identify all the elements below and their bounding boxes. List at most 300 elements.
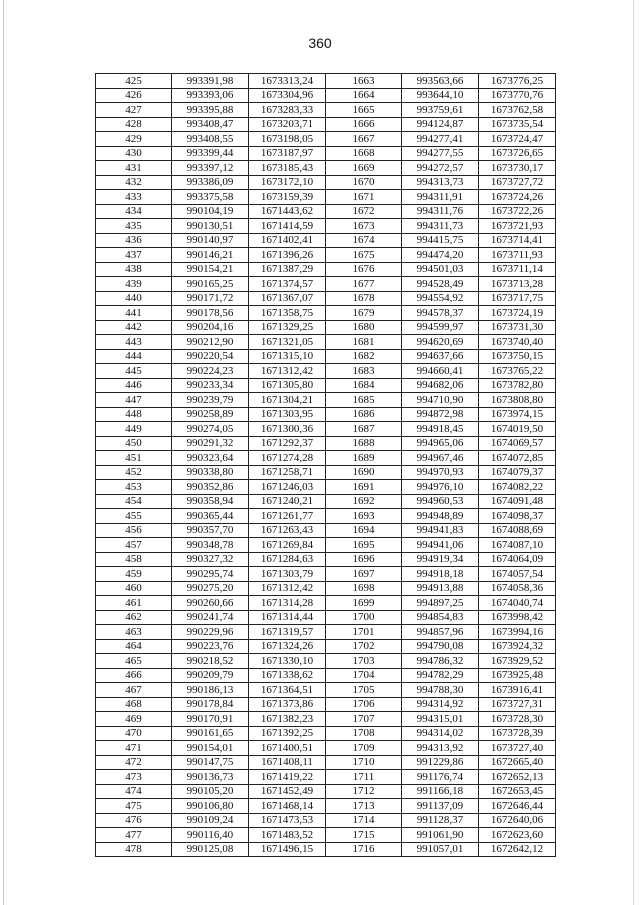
point-number-cell: 1673 [326, 219, 402, 234]
point-number-cell: 478 [96, 842, 172, 857]
point-number-cell: 467 [96, 683, 172, 698]
x-coordinate-cell: 994965,06 [402, 436, 479, 451]
x-coordinate-cell: 993375,58 [172, 190, 249, 205]
x-coordinate-cell: 990295,74 [172, 567, 249, 582]
y-coordinate-cell: 1671373,86 [249, 697, 326, 712]
point-number-cell: 446 [96, 378, 172, 393]
x-coordinate-cell: 990170,91 [172, 712, 249, 727]
y-coordinate-cell: 1671314,28 [249, 596, 326, 611]
point-number-cell: 1677 [326, 277, 402, 292]
point-number-cell: 1707 [326, 712, 402, 727]
x-coordinate-cell: 994790,08 [402, 639, 479, 654]
point-number-cell: 439 [96, 277, 172, 292]
x-coordinate-cell: 990212,90 [172, 335, 249, 350]
table-row [96, 262, 556, 277]
table-row [96, 610, 556, 625]
table-row [96, 335, 556, 350]
x-coordinate-cell: 994311,91 [402, 190, 479, 205]
point-number-cell: 1692 [326, 494, 402, 509]
x-coordinate-cell: 990223,76 [172, 639, 249, 654]
point-number-cell: 1700 [326, 610, 402, 625]
y-coordinate-cell: 1673187,97 [249, 146, 326, 161]
table-row [96, 509, 556, 524]
point-number-cell: 1664 [326, 88, 402, 103]
coordinates-table-body [96, 74, 556, 857]
y-coordinate-cell: 1674091,48 [479, 494, 556, 509]
x-coordinate-cell: 991176,74 [402, 770, 479, 785]
point-number-cell: 441 [96, 306, 172, 321]
x-coordinate-cell: 994554,92 [402, 291, 479, 306]
y-coordinate-cell: 1671246,03 [249, 480, 326, 495]
point-number-cell: 1663 [326, 74, 402, 89]
point-number-cell: 428 [96, 117, 172, 132]
table-row [96, 567, 556, 582]
y-coordinate-cell: 1673916,41 [479, 683, 556, 698]
y-coordinate-cell: 1671321,05 [249, 335, 326, 350]
table-row [96, 668, 556, 683]
table-row [96, 726, 556, 741]
point-number-cell: 1702 [326, 639, 402, 654]
point-number-cell: 460 [96, 581, 172, 596]
y-coordinate-cell: 1671305,80 [249, 378, 326, 393]
y-coordinate-cell: 1671314,44 [249, 610, 326, 625]
y-coordinate-cell: 1673770,76 [479, 88, 556, 103]
x-coordinate-cell: 991128,37 [402, 813, 479, 828]
table-row [96, 378, 556, 393]
y-coordinate-cell: 1672665,40 [479, 755, 556, 770]
y-coordinate-cell: 1671452,49 [249, 784, 326, 799]
y-coordinate-cell: 1671392,25 [249, 726, 326, 741]
point-number-cell: 1697 [326, 567, 402, 582]
point-number-cell: 425 [96, 74, 172, 89]
point-number-cell: 1665 [326, 103, 402, 118]
y-coordinate-cell: 1671419,22 [249, 770, 326, 785]
point-number-cell: 1696 [326, 552, 402, 567]
point-number-cell: 1706 [326, 697, 402, 712]
y-coordinate-cell: 1671443,62 [249, 204, 326, 219]
x-coordinate-cell: 994637,66 [402, 349, 479, 364]
point-number-cell: 1693 [326, 509, 402, 524]
point-number-cell: 438 [96, 262, 172, 277]
x-coordinate-cell: 990220,54 [172, 349, 249, 364]
point-number-cell: 1715 [326, 828, 402, 843]
x-coordinate-cell: 994315,01 [402, 712, 479, 727]
y-coordinate-cell: 1673714,41 [479, 233, 556, 248]
point-number-cell: 447 [96, 393, 172, 408]
y-coordinate-cell: 1674040,74 [479, 596, 556, 611]
point-number-cell: 453 [96, 480, 172, 495]
point-number-cell: 1701 [326, 625, 402, 640]
y-coordinate-cell: 1671303,79 [249, 567, 326, 582]
point-number-cell: 436 [96, 233, 172, 248]
y-coordinate-cell: 1674064,09 [479, 552, 556, 567]
x-coordinate-cell: 994620,69 [402, 335, 479, 350]
table-row [96, 596, 556, 611]
point-number-cell: 437 [96, 248, 172, 263]
y-coordinate-cell: 1674058,36 [479, 581, 556, 596]
point-number-cell: 432 [96, 175, 172, 190]
x-coordinate-cell: 990229,96 [172, 625, 249, 640]
table-row [96, 683, 556, 698]
y-coordinate-cell: 1673304,96 [249, 88, 326, 103]
table-row [96, 161, 556, 176]
y-coordinate-cell: 1671284,63 [249, 552, 326, 567]
y-coordinate-cell: 1671292,37 [249, 436, 326, 451]
point-number-cell: 476 [96, 813, 172, 828]
table-row [96, 103, 556, 118]
y-coordinate-cell: 1674079,37 [479, 465, 556, 480]
x-coordinate-cell: 993408,55 [172, 132, 249, 147]
y-coordinate-cell: 1673185,43 [249, 161, 326, 176]
x-coordinate-cell: 990338,80 [172, 465, 249, 480]
x-coordinate-cell: 994960,53 [402, 494, 479, 509]
x-coordinate-cell: 994948,89 [402, 509, 479, 524]
y-coordinate-cell: 1673728,39 [479, 726, 556, 741]
point-number-cell: 1684 [326, 378, 402, 393]
point-number-cell: 1712 [326, 784, 402, 799]
table-row [96, 828, 556, 843]
scan-edge-left [3, 0, 4, 905]
point-number-cell: 1688 [326, 436, 402, 451]
point-number-cell: 1672 [326, 204, 402, 219]
point-number-cell: 1676 [326, 262, 402, 277]
x-coordinate-cell: 994872,98 [402, 407, 479, 422]
point-number-cell: 445 [96, 364, 172, 379]
table-row [96, 88, 556, 103]
table-row [96, 291, 556, 306]
point-number-cell: 442 [96, 320, 172, 335]
point-number-cell: 431 [96, 161, 172, 176]
x-coordinate-cell: 994919,34 [402, 552, 479, 567]
y-coordinate-cell: 1674087,10 [479, 538, 556, 553]
point-number-cell: 1669 [326, 161, 402, 176]
x-coordinate-cell: 994897,25 [402, 596, 479, 611]
table-row [96, 625, 556, 640]
y-coordinate-cell: 1673929,52 [479, 654, 556, 669]
y-coordinate-cell: 1673313,24 [249, 74, 326, 89]
x-coordinate-cell: 994528,49 [402, 277, 479, 292]
point-number-cell: 454 [96, 494, 172, 509]
x-coordinate-cell: 990116,40 [172, 828, 249, 843]
y-coordinate-cell: 1671263,43 [249, 523, 326, 538]
table-row [96, 523, 556, 538]
y-coordinate-cell: 1673724,47 [479, 132, 556, 147]
x-coordinate-cell: 994501,03 [402, 262, 479, 277]
x-coordinate-cell: 990323,64 [172, 451, 249, 466]
x-coordinate-cell: 990106,80 [172, 799, 249, 814]
table-row [96, 248, 556, 263]
table-row [96, 393, 556, 408]
point-number-cell: 455 [96, 509, 172, 524]
x-coordinate-cell: 994941,06 [402, 538, 479, 553]
point-number-cell: 1667 [326, 132, 402, 147]
table-row [96, 842, 556, 857]
x-coordinate-cell: 990178,56 [172, 306, 249, 321]
x-coordinate-cell: 990275,20 [172, 581, 249, 596]
x-coordinate-cell: 994854,83 [402, 610, 479, 625]
point-number-cell: 1709 [326, 741, 402, 756]
table-row [96, 320, 556, 335]
y-coordinate-cell: 1671496,15 [249, 842, 326, 857]
table-row [96, 538, 556, 553]
x-coordinate-cell: 990125,08 [172, 842, 249, 857]
x-coordinate-cell: 994786,32 [402, 654, 479, 669]
x-coordinate-cell: 991137,09 [402, 799, 479, 814]
x-coordinate-cell: 994474,20 [402, 248, 479, 263]
table-row [96, 697, 556, 712]
x-coordinate-cell: 990209,79 [172, 668, 249, 683]
table-row [96, 465, 556, 480]
y-coordinate-cell: 1673172,10 [249, 175, 326, 190]
y-coordinate-cell: 1671468,14 [249, 799, 326, 814]
y-coordinate-cell: 1673724,19 [479, 306, 556, 321]
point-number-cell: 456 [96, 523, 172, 538]
point-number-cell: 1699 [326, 596, 402, 611]
x-coordinate-cell: 991229,86 [402, 755, 479, 770]
x-coordinate-cell: 991061,90 [402, 828, 479, 843]
x-coordinate-cell: 994314,02 [402, 726, 479, 741]
x-coordinate-cell: 991166,18 [402, 784, 479, 799]
point-number-cell: 429 [96, 132, 172, 147]
y-coordinate-cell: 1671473,53 [249, 813, 326, 828]
y-coordinate-cell: 1671269,84 [249, 538, 326, 553]
table-row [96, 233, 556, 248]
point-number-cell: 1703 [326, 654, 402, 669]
point-number-cell: 427 [96, 103, 172, 118]
coordinates-table [95, 73, 556, 857]
y-coordinate-cell: 1673740,40 [479, 335, 556, 350]
x-coordinate-cell: 994578,37 [402, 306, 479, 321]
point-number-cell: 1710 [326, 755, 402, 770]
table-row [96, 436, 556, 451]
point-number-cell: 1714 [326, 813, 402, 828]
y-coordinate-cell: 1671408,11 [249, 755, 326, 770]
x-coordinate-cell: 990140,97 [172, 233, 249, 248]
y-coordinate-cell: 1673722,26 [479, 204, 556, 219]
point-number-cell: 469 [96, 712, 172, 727]
x-coordinate-cell: 993393,06 [172, 88, 249, 103]
table-row [96, 422, 556, 437]
y-coordinate-cell: 1672640,06 [479, 813, 556, 828]
y-coordinate-cell: 1673731,30 [479, 320, 556, 335]
x-coordinate-cell: 994415,75 [402, 233, 479, 248]
point-number-cell: 1687 [326, 422, 402, 437]
y-coordinate-cell: 1672623,60 [479, 828, 556, 843]
point-number-cell: 461 [96, 596, 172, 611]
y-coordinate-cell: 1671274,28 [249, 451, 326, 466]
x-coordinate-cell: 993386,09 [172, 175, 249, 190]
x-coordinate-cell: 990104,19 [172, 204, 249, 219]
x-coordinate-cell: 993759,61 [402, 103, 479, 118]
y-coordinate-cell: 1673717,75 [479, 291, 556, 306]
point-number-cell: 1690 [326, 465, 402, 480]
point-number-cell: 1668 [326, 146, 402, 161]
page-number: 360 [308, 35, 332, 51]
point-number-cell: 1681 [326, 335, 402, 350]
y-coordinate-cell: 1671387,29 [249, 262, 326, 277]
point-number-cell: 1716 [326, 842, 402, 857]
x-coordinate-cell: 990146,21 [172, 248, 249, 263]
point-number-cell: 1685 [326, 393, 402, 408]
x-coordinate-cell: 990161,65 [172, 726, 249, 741]
y-coordinate-cell: 1673994,16 [479, 625, 556, 640]
point-number-cell: 434 [96, 204, 172, 219]
point-number-cell: 475 [96, 799, 172, 814]
point-number-cell: 430 [96, 146, 172, 161]
x-coordinate-cell: 994272,57 [402, 161, 479, 176]
y-coordinate-cell: 1673762,58 [479, 103, 556, 118]
table-row [96, 219, 556, 234]
y-coordinate-cell: 1674057,54 [479, 567, 556, 582]
point-number-cell: 468 [96, 697, 172, 712]
point-number-cell: 1686 [326, 407, 402, 422]
y-coordinate-cell: 1671312,42 [249, 581, 326, 596]
y-coordinate-cell: 1672652,13 [479, 770, 556, 785]
y-coordinate-cell: 1672646,44 [479, 799, 556, 814]
y-coordinate-cell: 1673711,14 [479, 262, 556, 277]
x-coordinate-cell: 990357,70 [172, 523, 249, 538]
x-coordinate-cell: 994277,55 [402, 146, 479, 161]
point-number-cell: 1713 [326, 799, 402, 814]
x-coordinate-cell: 990260,66 [172, 596, 249, 611]
table-row [96, 755, 556, 770]
table-row [96, 741, 556, 756]
y-coordinate-cell: 1673159,39 [249, 190, 326, 205]
y-coordinate-cell: 1674088,69 [479, 523, 556, 538]
x-coordinate-cell: 990241,74 [172, 610, 249, 625]
point-number-cell: 443 [96, 335, 172, 350]
table-row [96, 813, 556, 828]
table-row [96, 349, 556, 364]
x-coordinate-cell: 994857,96 [402, 625, 479, 640]
x-coordinate-cell: 990352,86 [172, 480, 249, 495]
table-row [96, 654, 556, 669]
x-coordinate-cell: 994918,45 [402, 422, 479, 437]
x-coordinate-cell: 994941,83 [402, 523, 479, 538]
x-coordinate-cell: 990154,21 [172, 262, 249, 277]
point-number-cell: 1698 [326, 581, 402, 596]
y-coordinate-cell: 1673727,31 [479, 697, 556, 712]
x-coordinate-cell: 990154,01 [172, 741, 249, 756]
point-number-cell: 435 [96, 219, 172, 234]
x-coordinate-cell: 990204,16 [172, 320, 249, 335]
x-coordinate-cell: 994599,97 [402, 320, 479, 335]
x-coordinate-cell: 994976,10 [402, 480, 479, 495]
table-row [96, 190, 556, 205]
x-coordinate-cell: 990239,79 [172, 393, 249, 408]
x-coordinate-cell: 993397,12 [172, 161, 249, 176]
point-number-cell: 466 [96, 668, 172, 683]
y-coordinate-cell: 1671329,25 [249, 320, 326, 335]
point-number-cell: 1695 [326, 538, 402, 553]
x-coordinate-cell: 994313,73 [402, 175, 479, 190]
point-number-cell: 471 [96, 741, 172, 756]
x-coordinate-cell: 994967,46 [402, 451, 479, 466]
y-coordinate-cell: 1671396,26 [249, 248, 326, 263]
point-number-cell: 473 [96, 770, 172, 785]
point-number-cell: 1682 [326, 349, 402, 364]
point-number-cell: 1708 [326, 726, 402, 741]
y-coordinate-cell: 1671304,21 [249, 393, 326, 408]
y-coordinate-cell: 1671324,26 [249, 639, 326, 654]
y-coordinate-cell: 1673765,22 [479, 364, 556, 379]
x-coordinate-cell: 990358,94 [172, 494, 249, 509]
point-number-cell: 1694 [326, 523, 402, 538]
x-coordinate-cell: 990327,32 [172, 552, 249, 567]
y-coordinate-cell: 1671258,71 [249, 465, 326, 480]
y-coordinate-cell: 1673724,26 [479, 190, 556, 205]
point-number-cell: 458 [96, 552, 172, 567]
y-coordinate-cell: 1673727,40 [479, 741, 556, 756]
x-coordinate-cell: 990136,73 [172, 770, 249, 785]
table-row [96, 639, 556, 654]
point-number-cell: 1674 [326, 233, 402, 248]
y-coordinate-cell: 1671364,51 [249, 683, 326, 698]
point-number-cell: 464 [96, 639, 172, 654]
y-coordinate-cell: 1674082,22 [479, 480, 556, 495]
y-coordinate-cell: 1672642,12 [479, 842, 556, 857]
table-row [96, 451, 556, 466]
table-row [96, 581, 556, 596]
y-coordinate-cell: 1673726,65 [479, 146, 556, 161]
table-row [96, 494, 556, 509]
x-coordinate-cell: 994782,29 [402, 668, 479, 683]
point-number-cell: 1691 [326, 480, 402, 495]
y-coordinate-cell: 1673925,48 [479, 668, 556, 683]
point-number-cell: 474 [96, 784, 172, 799]
point-number-cell: 472 [96, 755, 172, 770]
point-number-cell: 1666 [326, 117, 402, 132]
y-coordinate-cell: 1673776,25 [479, 74, 556, 89]
x-coordinate-cell: 990218,52 [172, 654, 249, 669]
y-coordinate-cell: 1671483,52 [249, 828, 326, 843]
x-coordinate-cell: 990224,23 [172, 364, 249, 379]
point-number-cell: 1678 [326, 291, 402, 306]
point-number-cell: 1704 [326, 668, 402, 683]
x-coordinate-cell: 990105,20 [172, 784, 249, 799]
x-coordinate-cell: 994660,41 [402, 364, 479, 379]
y-coordinate-cell: 1671374,57 [249, 277, 326, 292]
table-row [96, 407, 556, 422]
x-coordinate-cell: 990147,75 [172, 755, 249, 770]
y-coordinate-cell: 1674019,50 [479, 422, 556, 437]
x-coordinate-cell: 993563,66 [402, 74, 479, 89]
y-coordinate-cell: 1671402,41 [249, 233, 326, 248]
x-coordinate-cell: 990130,51 [172, 219, 249, 234]
y-coordinate-cell: 1673735,54 [479, 117, 556, 132]
point-number-cell: 450 [96, 436, 172, 451]
table-row [96, 712, 556, 727]
y-coordinate-cell: 1674069,57 [479, 436, 556, 451]
table-row [96, 277, 556, 292]
point-number-cell: 465 [96, 654, 172, 669]
point-number-cell: 1675 [326, 248, 402, 263]
point-number-cell: 1671 [326, 190, 402, 205]
x-coordinate-cell: 994682,06 [402, 378, 479, 393]
y-coordinate-cell: 1674098,37 [479, 509, 556, 524]
y-coordinate-cell: 1671400,51 [249, 741, 326, 756]
point-number-cell: 426 [96, 88, 172, 103]
x-coordinate-cell: 990258,89 [172, 407, 249, 422]
x-coordinate-cell: 990291,32 [172, 436, 249, 451]
x-coordinate-cell: 994970,93 [402, 465, 479, 480]
y-coordinate-cell: 1673750,15 [479, 349, 556, 364]
y-coordinate-cell: 1671303,95 [249, 407, 326, 422]
x-coordinate-cell: 990348,78 [172, 538, 249, 553]
x-coordinate-cell: 993644,10 [402, 88, 479, 103]
point-number-cell: 1670 [326, 175, 402, 190]
point-number-cell: 1683 [326, 364, 402, 379]
